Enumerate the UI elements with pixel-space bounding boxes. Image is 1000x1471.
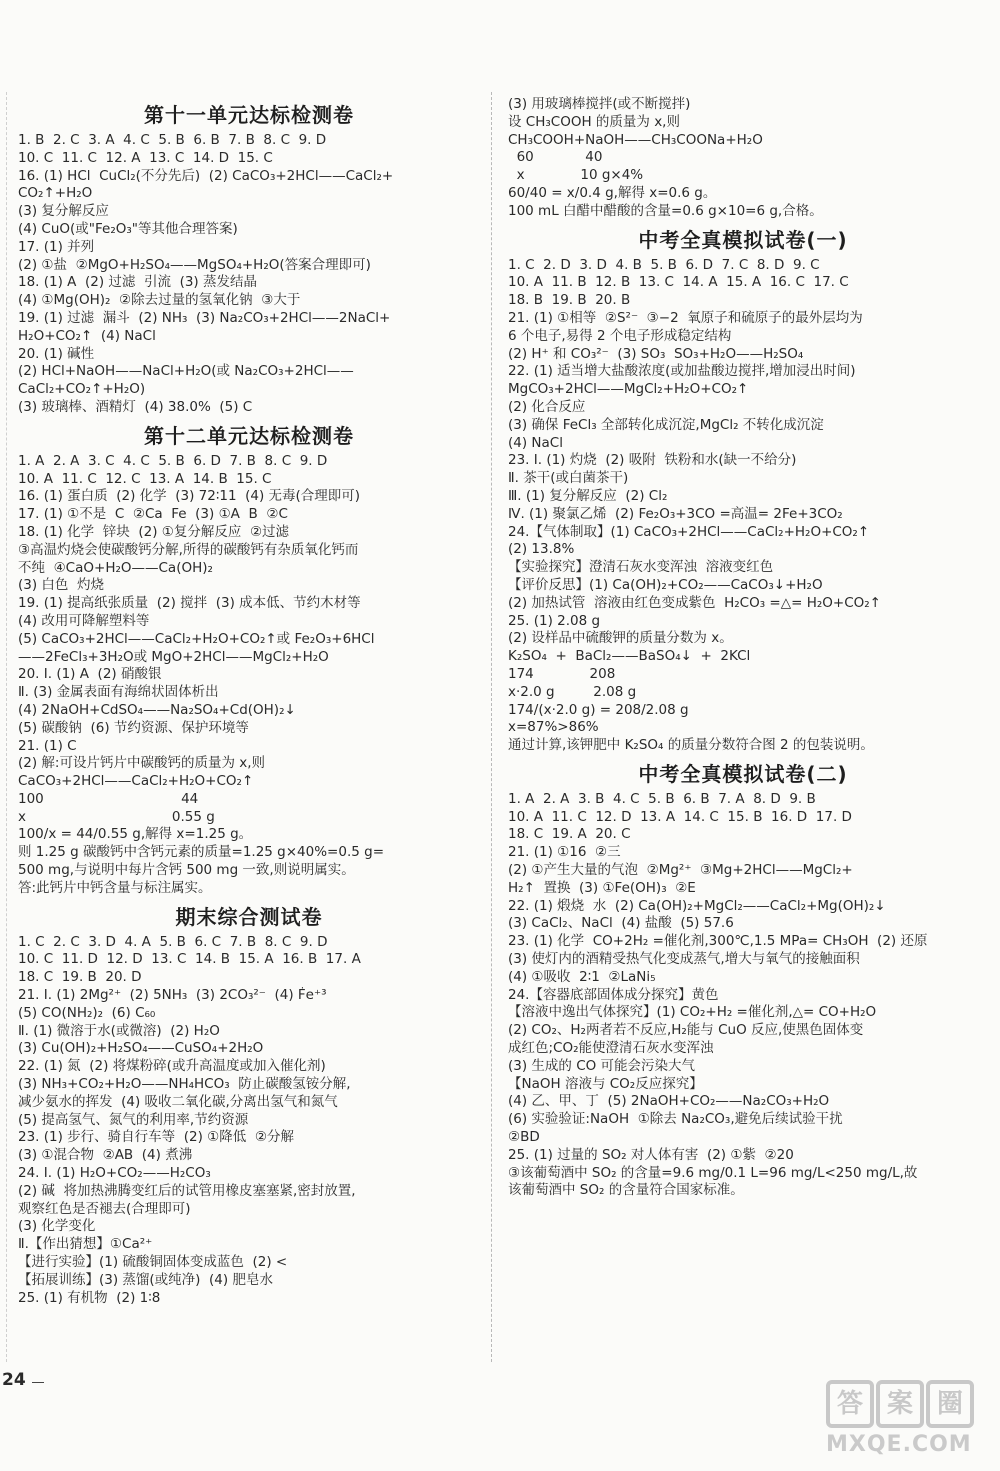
answer-line: (4) CuO(或"Fe₂O₃"等其他合理答案) bbox=[18, 220, 238, 237]
answer-line: 174 208 bbox=[508, 665, 616, 682]
answer-line: 24.【气体制取】(1) CaCO₃+2HCl——CaCl₂+H₂O+CO₂↑ bbox=[508, 523, 870, 540]
answer-line: ③高温灼烧会使碳酸钙分解,所得的碳酸钙有杂质氧化钙而 bbox=[18, 541, 359, 558]
section-title: 第十二单元达标检测卷 bbox=[144, 423, 354, 448]
answer-line: 21. (1) ①相等 ②S²⁻ ③−2 氧原子和硫原子的最外层均为 bbox=[508, 309, 863, 326]
answer-line: 答:此钙片中钙含量与标注属实。 bbox=[18, 879, 212, 896]
answer-line: 10. C 11. D 12. D 13. C 14. B 15. A 16. B 17. A bbox=[18, 951, 361, 968]
answer-line: (2) 13.8% bbox=[508, 541, 575, 558]
answer-line: (2) H⁺ 和 CO₃²⁻ (3) SO₃ SO₃+H₂O——H₂SO₄ bbox=[508, 345, 804, 362]
answer-line: 24. Ⅰ. (1) H₂O+CO₂——H₂CO₃ bbox=[18, 1165, 211, 1182]
answer-line: (3) 确保 FeCl₃ 全部转化成沉淀,MgCl₂ 不转化成沉淀 bbox=[508, 416, 824, 433]
answer-line: Ⅱ. (1) 微溶于水(或微溶) (2) H₂O bbox=[18, 1022, 220, 1039]
answer-line: ③该葡萄酒中 SO₂ 的含量=9.6 mg/0.1 L=96 mg/L<250 mg/L,故 bbox=[508, 1164, 918, 1181]
answer-line: (4) ①Mg(OH)₂ ②除去过量的氢氧化钠 ③大于 bbox=[18, 292, 301, 309]
answer-line: 1. C 2. C 3. D 4. A 5. B 6. C 7. B 8. C 9. D bbox=[18, 933, 328, 950]
answer-line: 设 CH₃COOH 的质量为 x,则 bbox=[508, 113, 680, 130]
watermark-text: MXQE.COM bbox=[826, 1432, 972, 1457]
section-title: 期末综合测试卷 bbox=[175, 904, 323, 929]
answer-line: 100/x = 44/0.55 g,解得 x=1.25 g。 bbox=[18, 826, 253, 843]
section-title: 中考全真模拟试卷(一) bbox=[638, 227, 848, 252]
answer-line: (4) 乙、甲、丁 (5) 2NaOH+CO₂——Na₂CO₃+H₂O bbox=[508, 1093, 830, 1110]
answer-line: (5) 碳酸钠 (6) 节约资源、保护环境等 bbox=[18, 719, 249, 736]
answer-line: (3) CaCl₂、NaCl (4) 盐酸 (5) 57.6 bbox=[508, 915, 734, 932]
answer-line: (3) ①混合物 ②AB (4) 煮沸 bbox=[18, 1147, 193, 1164]
answer-line: 19. (1) 过滤 漏斗 (2) NH₃ (3) Na₂CO₃+2HCl——2NaCl+ bbox=[18, 309, 391, 326]
answer-line: 【NaOH 溶液与 CO₂反应探究】 bbox=[508, 1075, 703, 1092]
answer-line: (5) CaCO₃+2HCl——CaCl₂+H₂O+CO₂↑或 Fe₂O₃+6HCl bbox=[18, 630, 375, 647]
watermark-char: 圈 bbox=[926, 1380, 974, 1428]
watermark bbox=[826, 1380, 996, 1470]
answer-line: 23. (1) 步行、骑自行车等 (2) ①降低 ②分解 bbox=[18, 1129, 294, 1146]
answer-line: 25. (1) 2.08 g bbox=[508, 612, 601, 629]
answer-line: 10. A 11. C 12. D 13. A 14. C 15. B 16. D 17. D bbox=[508, 808, 852, 825]
watermark-logo bbox=[826, 1380, 996, 1428]
answer-line: 21. Ⅰ. (1) 2Mg²⁺ (2) 5NH₃ (3) 2CO₃²⁻ (4) F̍e⁺³ bbox=[18, 987, 327, 1004]
answer-line: MgCO₃+2HCl——MgCl₂+H₂O+CO₂↑ bbox=[508, 381, 749, 398]
answer-line: (2) HCl+NaOH——NaCl+H₂O(或 Na₂CO₃+2HCl—— bbox=[18, 363, 354, 380]
answer-line: 20. Ⅰ. (1) A (2) 硝酸银 bbox=[18, 666, 162, 683]
answer-line: (2) ①盐 ②MgO+H₂SO₄——MgSO₄+H₂O(答案合理即可) bbox=[18, 256, 371, 273]
answer-line: Ⅲ. (1) 复分解反应 (2) Cl₂ bbox=[508, 487, 668, 504]
left-column bbox=[18, 96, 480, 1307]
answer-line: 22. (1) 煅烧 水 (2) Ca(OH)₂+MgCl₂——CaCl₂+Mg(OH)₂↓ bbox=[508, 897, 886, 914]
answer-line: (2) CO₂、H₂两者若不反应,H₂能与 CuO 反应,使黑色固体变 bbox=[508, 1022, 864, 1039]
left-margin-rule bbox=[6, 92, 7, 1362]
answer-line: 18. C 19. B 20. D bbox=[18, 969, 142, 986]
answer-line: 通过计算,该钾肥中 K₂SO₄ 的质量分数符合图 2 的包装说明。 bbox=[508, 737, 874, 754]
page-number: 24 bbox=[2, 1370, 26, 1390]
answer-line: 【拓展训练】(3) 蒸馏(或纯净) (4) 肥皂水 bbox=[18, 1271, 273, 1288]
answer-line: 【实验探究】澄清石灰水变浑浊 溶液变红色 bbox=[508, 559, 774, 576]
answer-line: 20. (1) 碱性 bbox=[18, 345, 95, 362]
answer-line: (5) CO(NH₂)₂ (6) C₆₀ bbox=[18, 1004, 156, 1021]
answer-line: 17. (1) 并列 bbox=[18, 238, 95, 255]
answer-line: Ⅳ. (1) 聚氯乙烯 (2) Fe₂O₃+3CO =高温= 2Fe+3CO₂ bbox=[508, 505, 843, 522]
answer-line: 【进行实验】(1) 硫酸铜固体变成蓝色 (2) < bbox=[18, 1254, 288, 1271]
answer-line: 10. C 11. C 12. A 13. C 14. D 15. C bbox=[18, 149, 273, 166]
answer-line: (3) 白色 灼烧 bbox=[18, 577, 104, 594]
answer-line: 18. (1) A (2) 过滤 引流 (3) 蒸发结晶 bbox=[18, 274, 257, 291]
answer-line: 1. A 2. A 3. B 4. C 5. B 6. B 7. A 8. D 9. B bbox=[508, 790, 816, 807]
answer-line: (3) 复分解反应 bbox=[18, 203, 109, 220]
answer-line: (2) 碱 将加热沸腾变红后的试管用橡皮塞塞紧,密封放置, bbox=[18, 1182, 356, 1199]
answer-line: (3) 玻璃棒、酒精灯 (4) 38.0% (5) C bbox=[18, 398, 253, 415]
answer-line: (2) 设样品中硫酸钾的质量分数为 x。 bbox=[508, 630, 733, 647]
answer-line: 16. (1) HCl CuCl₂(不分先后) (2) CaCO₃+2HCl——CaCl₂+ bbox=[18, 167, 394, 184]
section-title: 第十一单元达标检测卷 bbox=[144, 103, 354, 127]
answer-line: ②BD bbox=[508, 1129, 540, 1146]
answer-line: CaCl₂+CO₂↑+H₂O) bbox=[18, 381, 146, 398]
answer-line: (3) 化学变化 bbox=[18, 1218, 96, 1235]
answer-line: 16. (1) 蛋白质 (2) 化学 (3) 72∶11 (4) 无毒(合理即可) bbox=[18, 488, 361, 505]
answer-line: 23. Ⅰ. (1) 灼烧 (2) 吸附 铁粉和水(缺一不给分) bbox=[508, 452, 797, 469]
answer-line: 18. B 19. B 20. B bbox=[508, 292, 631, 309]
answer-line: 21. (1) C bbox=[18, 737, 77, 754]
answer-line: (3) 生成的 CO 可能会污染大气 bbox=[508, 1057, 696, 1074]
watermark-char: 答 bbox=[826, 1380, 874, 1428]
answer-line: x=87%>86% bbox=[508, 719, 599, 736]
answer-line: (3) 用玻璃棒搅拌(或不断搅拌) bbox=[508, 96, 691, 112]
answer-line: CO₂↑+H₂O bbox=[18, 185, 93, 202]
answer-line: x 10 g×4% bbox=[508, 167, 644, 184]
page-number-dash bbox=[32, 1382, 44, 1383]
answer-line: 100 mL 白醋中醋酸的含量=0.6 g×10=6 g,合格。 bbox=[508, 202, 823, 219]
answer-line: 22. (1) 氮 (2) 将煤粉碎(或升高温度或加入催化剂) bbox=[18, 1058, 326, 1075]
answer-line: 【溶液中逸出气体探究】(1) CO₂+H₂ =催化剂,△= CO+H₂O bbox=[508, 1004, 877, 1021]
answer-line: 观察红色是否褪去(合理即可) bbox=[18, 1200, 191, 1217]
watermark-char: 案 bbox=[876, 1380, 924, 1428]
answer-line: 该葡萄酒中 SO₂ 的含量符合国家标准。 bbox=[508, 1182, 744, 1199]
answer-line: (3) NH₃+CO₂+H₂O——NH₄HCO₃ 防止碳酸氢铵分解, bbox=[18, 1076, 351, 1093]
answer-line: 17. (1) ①不是 C ②Ca Fe (3) ①A B ②C bbox=[18, 506, 288, 523]
answer-line: (2) 加热试管 溶液由红色变成紫色 H₂CO₃ =△= H₂O+CO₂↑ bbox=[508, 594, 881, 611]
answer-line: (2) ①产生大量的气泡 ②Mg²⁺ ③Mg+2HCl——MgCl₂+ bbox=[508, 862, 853, 879]
answer-line: (4) 2NaOH+CdSO₄——Na₂SO₄+Cd(OH)₂↓ bbox=[18, 701, 296, 718]
answer-line: (4) ①吸收 2∶1 ②LaNi₅ bbox=[508, 968, 656, 985]
answer-line: 25. (1) 有机物 (2) 1∶8 bbox=[18, 1289, 161, 1306]
answer-line: CaCO₃+2HCl——CaCl₂+H₂O+CO₂↑ bbox=[18, 773, 254, 790]
answer-line: Ⅱ.【作出猜想】①Ca²⁺ bbox=[18, 1236, 153, 1253]
right-column bbox=[508, 96, 978, 1200]
answer-line: 24.【容器底部固体成分探究】黄色 bbox=[508, 986, 719, 1003]
answer-line: 19. (1) 提高纸张质量 (2) 搅拌 (3) 成本低、节约木材等 bbox=[18, 595, 361, 612]
answer-line: (2) 化合反应 bbox=[508, 398, 586, 415]
answer-line: 21. (1) ①16 ②三 bbox=[508, 844, 621, 861]
answer-line: 【评价反思】(1) Ca(OH)₂+CO₂——CaCO₃↓+H₂O bbox=[508, 576, 823, 593]
answer-line: 500 mg,与说明中每片含钙 500 mg 一致,则说明属实。 bbox=[18, 862, 355, 879]
answer-line: 60/40 = x/0.4 g,解得 x=0.6 g。 bbox=[508, 184, 717, 201]
answer-line: 22. (1) 适当增大盐酸浓度(或加盐酸边搅拌,增加浸出时间) bbox=[508, 363, 856, 380]
answer-line: (4) 改用可降解塑料等 bbox=[18, 612, 150, 629]
answer-line: 成红色;CO₂能使澄清石灰水变浑浊 bbox=[508, 1040, 714, 1057]
answer-line: ——2FeCl₃+3H₂O或 MgO+2HCl——MgCl₂+H₂O bbox=[18, 648, 329, 665]
answer-line: 1. A 2. A 3. C 4. C 5. B 6. D 7. B 8. C 9. D bbox=[18, 452, 328, 469]
answer-line: (2) 解:可设片钙片中碳酸钙的质量为 x,则 bbox=[18, 755, 266, 772]
answer-line: x 0.55 g bbox=[18, 808, 215, 825]
answer-line: (4) NaCl bbox=[508, 434, 563, 451]
answer-line: 则 1.25 g 碳酸钙中含钙元素的质量=1.25 g×40%=0.5 g= bbox=[18, 844, 385, 861]
answer-line: K₂SO₄ + BaCl₂——BaSO₄↓ + 2KCl bbox=[508, 648, 751, 665]
answer-line: 23. (1) 化学 CO+2H₂ =催化剂,300℃,1.5 MPa= CH₃OH (2) 还原 bbox=[508, 933, 928, 950]
answer-line: 18. C 19. A 20. C bbox=[508, 826, 631, 843]
answer-line: CH₃COOH+NaOH——CH₃COONa+H₂O bbox=[508, 131, 763, 148]
answer-line: 174/(x·2.0 g) = 208/2.08 g bbox=[508, 701, 689, 718]
section-title: 中考全真模拟试卷(二) bbox=[638, 761, 848, 786]
answer-line: H₂O+CO₂↑ (4) NaCl bbox=[18, 327, 156, 344]
answer-line: x·2.0 g 2.08 g bbox=[508, 683, 637, 700]
answer-line: 不纯 ④CaO+H₂O——Ca(OH)₂ bbox=[18, 559, 213, 576]
answer-line: (3) 使灯内的酒精受热气化变成蒸气,增大与氧气的接触面积 bbox=[508, 951, 860, 968]
answer-line: H₂↑ 置换 (3) ①Fe(OH)₃ ②E bbox=[508, 879, 696, 896]
answer-line: (3) Cu(OH)₂+H₂SO₄——CuSO₄+2H₂O bbox=[18, 1040, 264, 1057]
answer-line: 100 44 bbox=[18, 790, 199, 807]
answer-line: (6) 实验验证:NaOH ①除去 Na₂CO₃,避免后续试验干扰 bbox=[508, 1111, 843, 1128]
answer-line: Ⅱ. (3) 金属表面有海绵状固体析出 bbox=[18, 684, 219, 701]
answer-line: (5) 提高氢气、氮气的利用率,节约资源 bbox=[18, 1111, 249, 1128]
answer-line: 25. (1) 过量的 SO₂ 对人体有害 (2) ①紫 ②20 bbox=[508, 1146, 794, 1163]
answer-line: 6 个电子,易得 2 个电子形成稳定结构 bbox=[508, 327, 732, 344]
column-divider bbox=[491, 92, 492, 1362]
answer-line: 1. C 2. D 3. D 4. B 5. B 6. D 7. C 8. D 9. C bbox=[508, 256, 820, 273]
answer-line: 18. (1) 化学 锌块 (2) ①复分解反应 ②过滤 bbox=[18, 523, 290, 540]
answer-line: 10. A 11. B 12. B 13. C 14. A 15. A 16. C 17. C bbox=[508, 274, 849, 291]
answer-line: 减少氨水的挥发 (4) 吸收二氧化碳,分离出氢气和氮气 bbox=[18, 1093, 338, 1110]
answer-line: 10. A 11. C 12. C 13. A 14. B 15. C bbox=[18, 470, 272, 487]
answer-line: 1. B 2. C 3. A 4. C 5. B 6. B 7. B 8. C 9. D bbox=[18, 132, 327, 148]
answer-line: Ⅱ. 茶干(或白菌茶干) bbox=[508, 470, 629, 487]
answer-line: 60 40 bbox=[508, 149, 603, 166]
